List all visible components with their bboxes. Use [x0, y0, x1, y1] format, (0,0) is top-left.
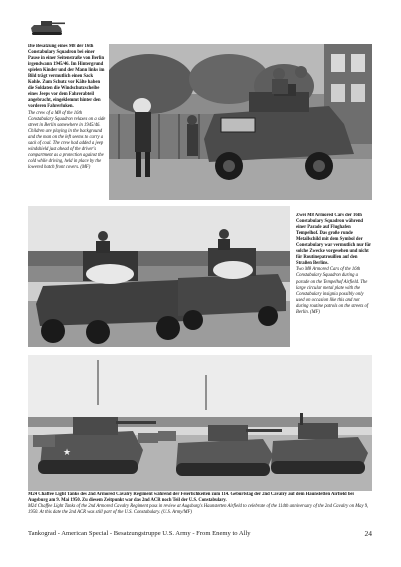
photo-m8-crew-berlin-street: [109, 44, 372, 200]
caption-english: Two M8 Armored Cars of the 16th Constabulary Squadron during a parade on the Tempelhof Airfield. The large circular metal plate with the Constabulary insignia possibly only used on occasion like this and not during routine patrols on the streets of Berlin. (MF): [296, 267, 369, 315]
photo-m24-chaffee-parade: [28, 355, 372, 491]
photo-m8-parade-tempelhof: [28, 206, 290, 347]
caption-english: M24 Chaffee Light Tanks of the 2nd Armored Cavalry Regiment pass in review at Augsburg's Haunstetten Airfield to celebrate of the 114th anniversary of the 2nd Cavalry on May 9, 1950. At this date the 2nd ACR was still part of the U.S. Constabulary. (U.S. Army/MF): [28, 504, 369, 516]
footer-title: Tankograd - American Special - Besatzungstruppe U.S. Army - From Enemy to Ally: [28, 530, 251, 537]
caption-german: Die Besatzung eines M8 der 16th Constabulary Squadron bei einer Pause in einer Seitenstraße von Berlin irgendwann 1945/46. Im Hintergrund spielen Kinder und der Mann links im Bild trägt vermutlich einen Sack Kohle. Zum Schutz vor Kälte haben die Soldaten die Windschutzscheibe eines Jeeps vor dem Fahrerabteil angebracht, eingeklemmt hinter den vorderen Fahrerluken.: [28, 44, 105, 110]
page-number: 24: [364, 529, 372, 538]
svg-text:★: ★: [63, 448, 72, 458]
caption-photo1: [28, 44, 106, 202]
tank-silhouette-icon: [28, 16, 68, 38]
caption-english: The crew of a M8 of the 16th Constabulary Squadron relaxes on a side street in Berlin somewhere in 1945/46. Children are playing in the background and the man on the left seems to carry a sack of coal. The crew had added a jeep windshield just ahead of the driver's compartment as a protection against the cold while driving, held in place by the lowered hatch front covers. (MF): [28, 110, 106, 170]
caption-photo2: [296, 213, 372, 348]
caption-german: Zwei M8 Armored Cars der 16th Constabulary Squadron während einer Parade auf Flughafen Tempelhof. Das große runde Metallschild mit dem Symbol der Constabulary war vermutlich nur für solche Zwecke vorgesehen und nicht für Routinepatrouillen auf den Straßen Berlins.: [296, 213, 372, 267]
caption-german: M24 Chaffee Light Tanks des 2nd Armored Cavalry Regiment während der Feierlichkeiten zum 114. Geburtstag der 2nd Cavalry auf dem Haunstetten Airfield bei Augsburg am 9. Mai 1950. Zu diesem Zeitpunkt war das 2nd ACR noch Teil der U.S. Constabulary.: [28, 492, 354, 504]
caption-photo3: [28, 492, 372, 522]
